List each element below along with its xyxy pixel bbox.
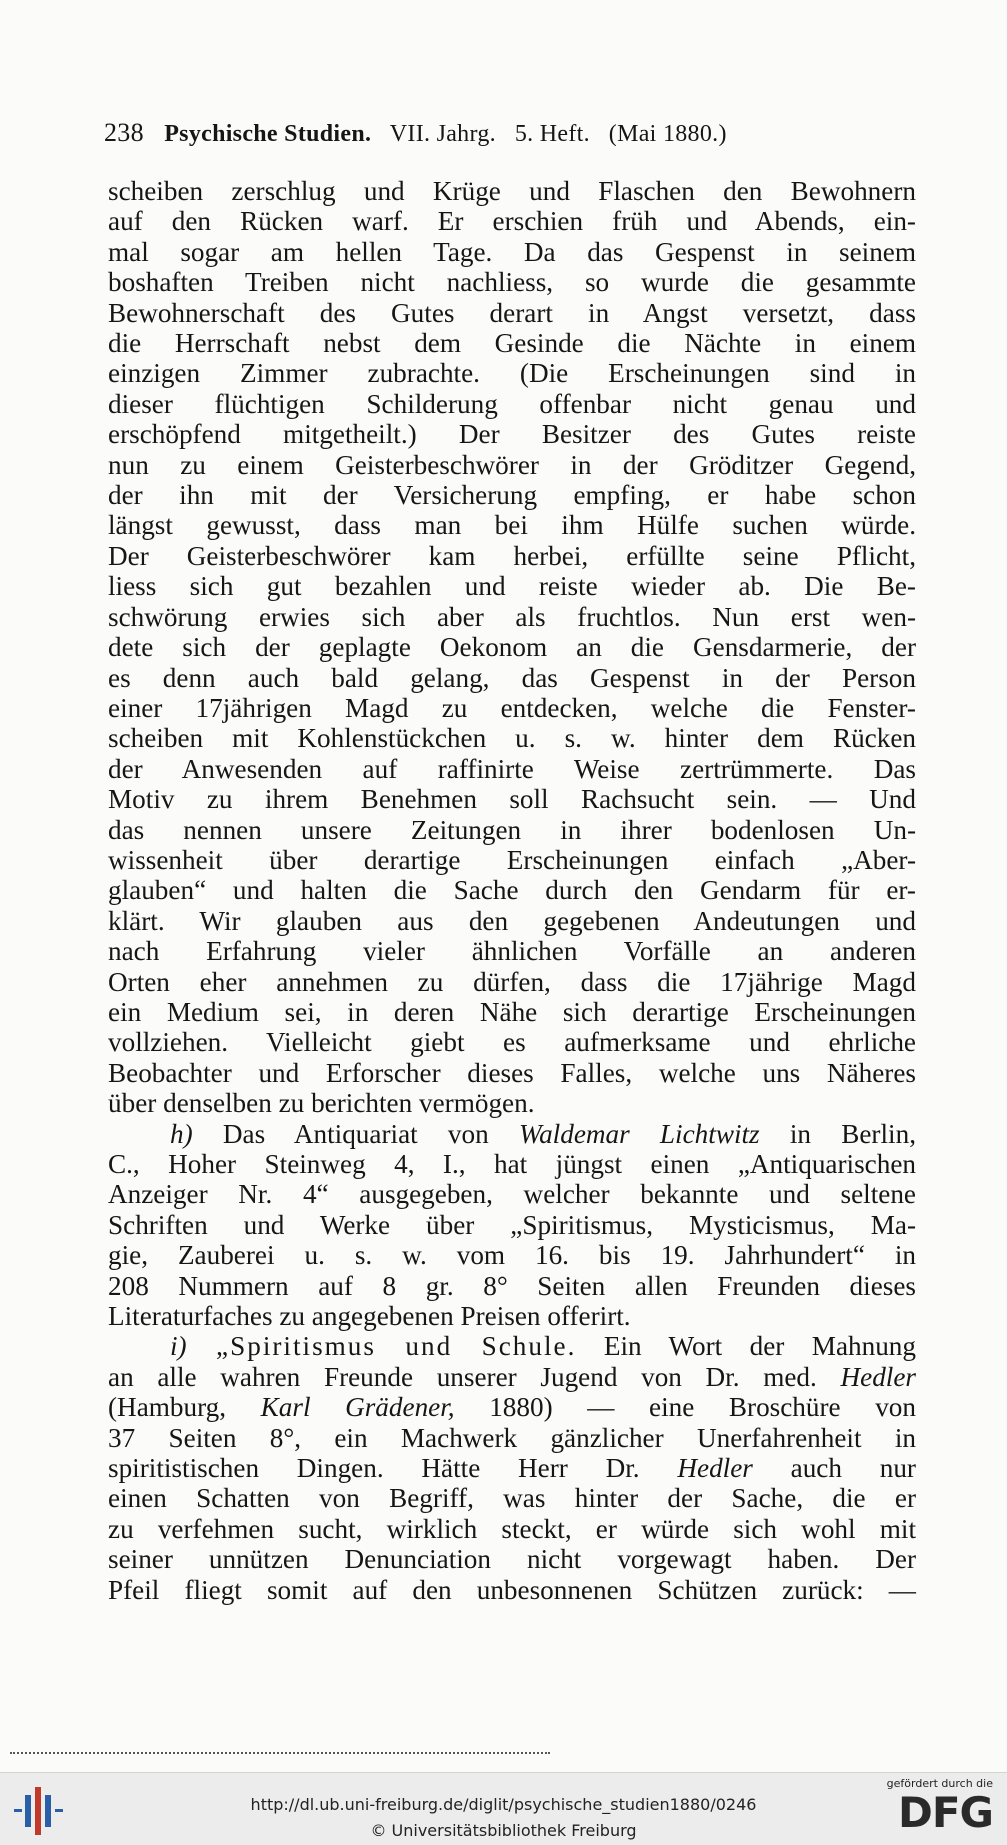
text-line: Orten eher annehmen zu dürfen, dass die 17jährige Magd [108,966,916,997]
text-line: dete sich der geplagte Oekonom an die Gensdarmerie, der [108,632,916,663]
page-body [108,176,916,1605]
publisher-name: Karl Grädener, [260,1392,455,1423]
text-line: auf den Rücken warf. Er erschien früh und Abends, ein- [108,206,916,237]
funding-note: gefördert durch die [886,1777,993,1790]
issue-date: (Mai 1880.) [608,121,727,147]
permalink-url[interactable]: http://dl.ub.uni-freiburg.de/diglit/psychische_studien1880/0246 [250,1795,757,1814]
paragraph-i-line: (Hamburg, Karl Grädener, 1880) — eine Broschüre von [108,1392,916,1423]
paragraph-i-line: einen Schatten von Begriff, was hinter der Sache, die er [108,1483,916,1514]
paragraph-i-line: Pfeil fliegt somit auf den unbesonnenen Schützen zurück: — [108,1574,916,1605]
text-line: nun zu einem Geisterbeschwörer in der Gröditzer Gegend, [108,449,916,480]
text-line: schwörung erwies sich aber als fruchtlos. Nun erst wen- [108,601,916,632]
paragraph-continued [108,176,916,1119]
text-line: wissenheit über derartige Erscheinungen einfach „Aber- [108,844,916,875]
text-line: Literaturfaches zu angegebenen Preisen offerirt. [108,1301,631,1332]
text-line: klärt. Wir glauben aus den gegebenen Andeutungen und [108,905,916,936]
page-number: 238 [104,118,144,147]
text-line: ein Medium sei, in deren Nähe sich derartige Erscheinungen [108,996,916,1027]
text-line: Beobachter und Erforscher dieses Falles, welche uns Näheres [108,1057,916,1088]
text-line: längst gewusst, dass man bei ihm Hülfe suchen würde. [108,510,916,541]
running-header [104,118,914,148]
author-name: Hedler [677,1453,753,1484]
person-name: Waldemar Lichtwitz [518,1118,760,1149]
text-line: das nennen unsere Zeitungen in ihrer bodenlosen Un- [108,814,916,845]
text-line: Schriften und Werke über „Spiritismus, Mysticismus, Ma- [108,1209,916,1240]
item-label-i: i) [170,1331,187,1362]
booklet-title: „Spiritismus und Schule. [186,1331,577,1362]
author-name: Hedler [840,1361,916,1392]
digitization-footer [0,1772,1007,1845]
text-line: die Herrschaft nebst dem Gesinde die Nächte in einem [108,328,916,359]
text-line: 208 Nummern auf 8 gr. 8° Seiten allen Freunden dieses [108,1270,916,1301]
footnote-rule [10,1752,550,1754]
paragraph-i-line: seiner unnützen Denunciation nicht vorgewagt haben. Der [108,1544,916,1575]
text-line: scheiben zerschlug und Krüge und Flaschen den Bewohnern [108,176,916,206]
text-line: es denn auch bald gelang, das Gespenst in der Person [108,662,916,693]
text-line: der Anwesenden auf raffinirte Weise zertrümmerte. Das [108,753,916,784]
text-line: der ihn mit der Versicherung empfing, er habe schon [108,480,916,511]
text-line: Motiv zu ihrem Benehmen soll Rachsucht sein. — Und [108,784,916,815]
issue: 5. Heft. [514,121,590,147]
text-line: einzigen Zimmer zubrachte. (Die Erscheinungen sind in [108,358,916,389]
text-line: Der Geisterbeschwörer kam herbei, erfüllte seine Pflicht, [108,540,916,571]
paragraph-i-line: i) „Spiritismus und Schule. Ein Wort der Mahnung [170,1331,916,1362]
text-line: vollziehen. Vielleicht giebt es aufmerksame und ehrliche [108,1027,916,1058]
dfg-wordmark: DFG [897,1788,993,1837]
paragraph-i-line: an alle wahren Freunde unserer Jugend von Dr. med. Hedler [108,1361,916,1392]
text-line: über denselben zu berichten vermögen. [108,1088,535,1119]
text-line: erschöpfend mitgetheilt.) Der Besitzer des Gutes reiste [108,419,916,450]
text-line: Bewohnerschaft des Gutes derart in Angst versetzt, dass [108,297,916,328]
text-line: dieser flüchtigen Schilderung offenbar nicht genau und [108,388,916,419]
text-line: C., Hoher Steinweg 4, I., hat jüngst einen „Antiquarischen [108,1149,916,1179]
text-line: Anzeiger Nr. 4“ ausgegeben, welcher bekannte und seltene [108,1179,916,1210]
text-line: einer 17jährigen Magd zu entdecken, welche die Fenster- [108,692,916,723]
item-label-h: h) [170,1118,193,1149]
paragraph-i-line: zu verfehmen sucht, wirklich steckt, er würde sich wohl mit [108,1513,916,1544]
text-line: gie, Zauberei u. s. w. vom 16. bis 19. Jahrhundert“ in [108,1240,916,1271]
paragraph-h [108,1149,916,1331]
running-title: Psychische Studien. [164,121,372,147]
paragraph-h-line: h) Das Antiquariat von Waldemar Lichtwitz in Berlin, [170,1118,916,1149]
text-line: mal sogar am hellen Tage. Da das Gespenst in seinem [108,236,916,267]
text-line: liess sich gut bezahlen und reiste wieder ab. Die Be- [108,571,916,602]
text-line: nach Erfahrung vieler ähnlichen Vorfälle an anderen [108,936,916,967]
dfg-logo [875,1777,993,1841]
copyright-notice: © Universitätsbibliothek Freiburg [370,1821,637,1840]
volume: VII. Jahrg. [389,121,496,147]
paragraph-i-line: 37 Seiten 8°, ein Machwerk gänzlicher Unerfahrenheit in [108,1422,916,1453]
paragraph-i-line: spiritistischen Dingen. Hätte Herr Dr. Hedler auch nur [108,1453,916,1484]
text-line: glauben“ und halten die Sache durch den Gendarm für er- [108,875,916,906]
text-line: scheiben mit Kohlenstückchen u. s. w. hinter dem Rücken [108,723,916,754]
text-line: boshaften Treiben nicht nachliess, so wurde die gesammte [108,267,916,298]
